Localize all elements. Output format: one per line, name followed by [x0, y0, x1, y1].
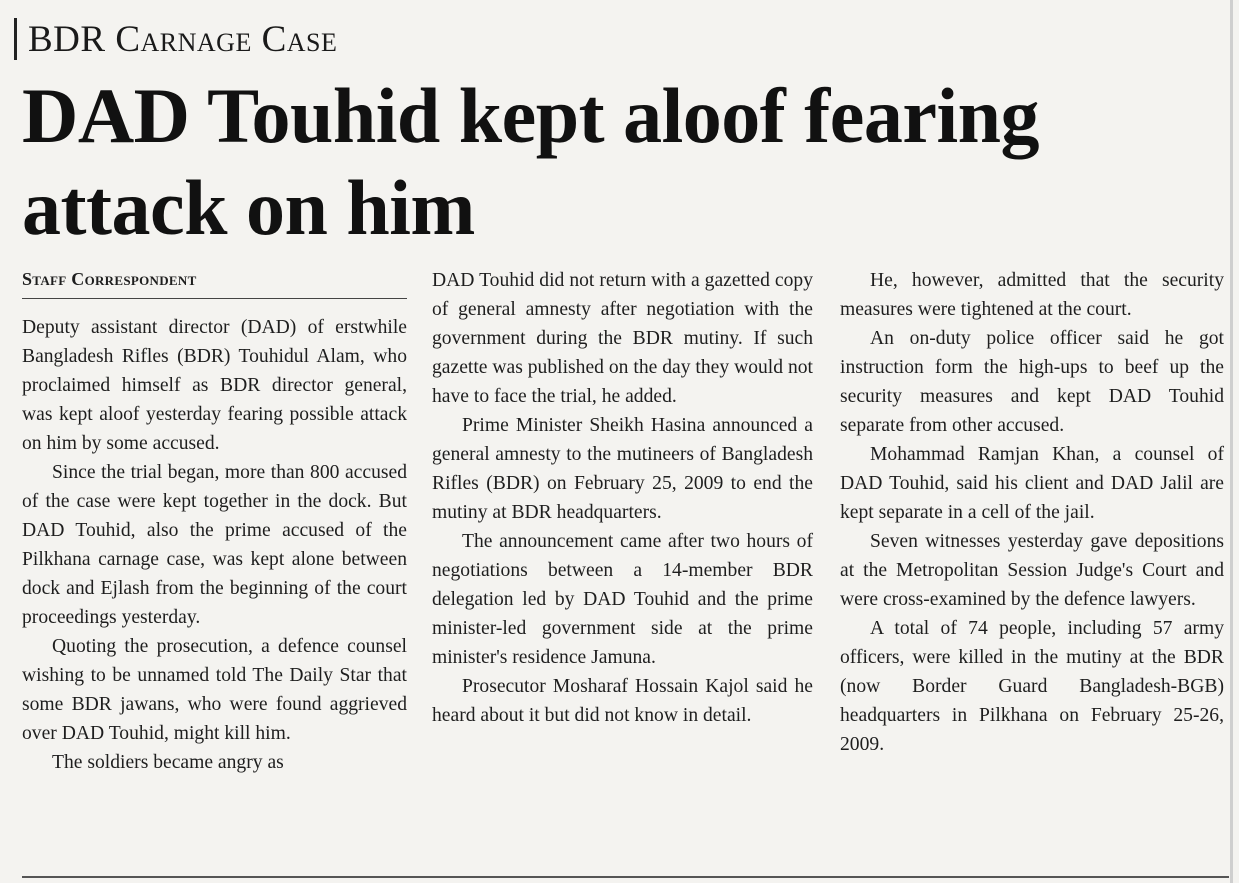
- bottom-rule: [22, 876, 1229, 878]
- paragraph: He, however, admitted that the security measures were tightened at the court.: [840, 270, 1224, 320]
- byline: Staff Correspondent: [22, 266, 407, 299]
- section-kicker: BDR Carnage Case: [28, 19, 338, 60]
- paragraph: A total of 74 people, including 57 army officers, were killed in the mutiny at the BDR (now Border Guard Bangladesh-BGB) headquarters in Pilkhana on February 25-26, 2009.: [840, 618, 1224, 755]
- paragraph: An on-duty police officer said he got instruction form the high-ups to beef up the security measures and kept DAD Touhid separate from other accused.: [840, 328, 1224, 436]
- article-column-1: [22, 266, 407, 777]
- paragraph: DAD Touhid did not return with a gazetted copy of general amnesty after negotiation with the government during the BDR mutiny. If such gazette was published on the day they would not have to face the trial, he added.: [432, 270, 813, 407]
- paragraph: Prime Minister Sheikh Hasina announced a general amnesty to the mutineers of Bangladesh Rifles (BDR) on February 25, 2009 to end the mutiny at BDR headquarters.: [432, 415, 813, 523]
- paragraph: Since the trial began, more than 800 accused of the case were kept together in the dock. But DAD Touhid, also the prime accused of the Pilkhana carnage case, was kept alone between dock and Ejlash from the beginning of the court proceedings yesterday.: [22, 462, 407, 628]
- article-column-2: [432, 266, 813, 730]
- paragraph: The announcement came after two hours of negotiations between a 14-member BDR delegation led by DAD Touhid and the prime minister-led government side at the prime minister's residence Jamuna.: [432, 531, 813, 668]
- paragraph: Quoting the prosecution, a defence counsel wishing to be unnamed told The Daily Star that some BDR jawans, who were found aggrieved over DAD Touhid, might kill him.: [22, 636, 407, 744]
- paragraph: Prosecutor Mosharaf Hossain Kajol said he heard about it but did not know in detail.: [432, 676, 813, 726]
- paragraph: Deputy assistant director (DAD) of erstwhile Bangladesh Rifles (BDR) Touhidul Alam, who proclaimed himself as BDR director general, was kept aloof yesterday fearing possible attack on him by some accused.: [22, 317, 407, 454]
- article-column-3: [840, 266, 1224, 759]
- kicker-rule: [14, 18, 17, 60]
- headline: DAD Touhid kept aloof fearing attack on him: [22, 72, 1040, 251]
- paragraph: Seven witnesses yesterday gave depositions at the Metropolitan Session Judge's Court and were cross-examined by the defence lawyers.: [840, 531, 1224, 610]
- paragraph: The soldiers became angry as: [52, 752, 284, 773]
- paragraph: Mohammad Ramjan Khan, a counsel of DAD Touhid, said his client and DAD Jalil are kept separate in a cell of the jail.: [840, 444, 1224, 523]
